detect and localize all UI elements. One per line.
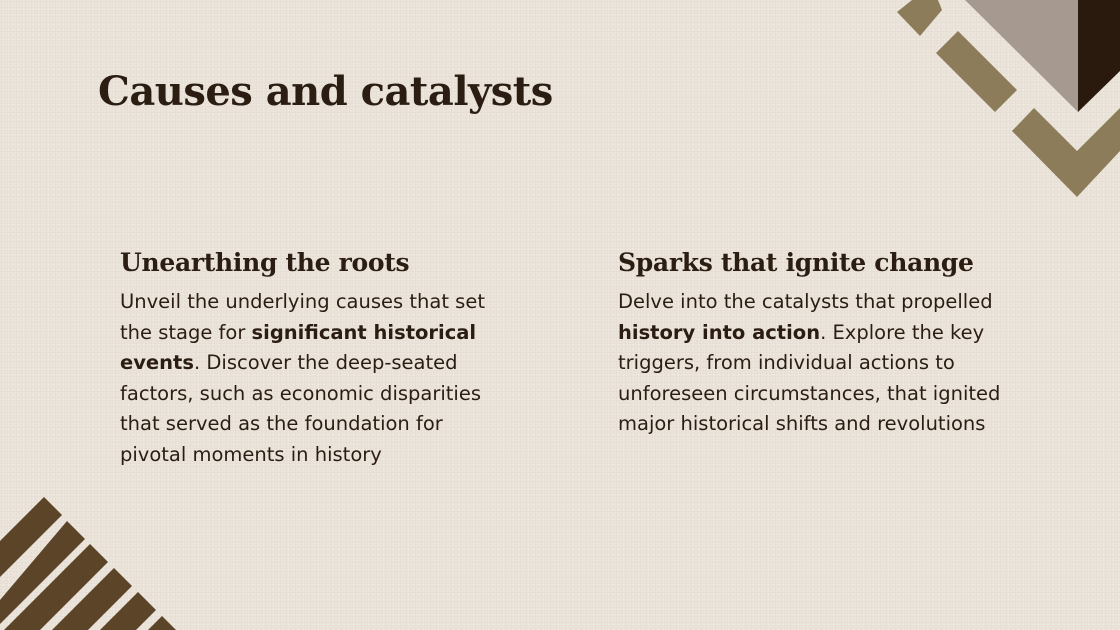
corner-decoration-bottom-left: [0, 495, 190, 630]
column-unearthing-roots: [120, 248, 510, 470]
column-body: [618, 287, 1008, 440]
olive-bar: [936, 31, 1017, 112]
corner-decoration-top-right: [890, 0, 1120, 200]
column-sparks-change: [618, 248, 1008, 440]
body-emphasis: significant historical events: [120, 320, 477, 374]
column-body: [120, 287, 510, 470]
body-emphasis: history into action: [618, 320, 821, 344]
body-text: Unveil the underlying causes that set the stage for: [120, 290, 485, 344]
column-heading: Unearthing the roots: [120, 248, 410, 277]
olive-chevron: [1012, 108, 1120, 197]
body-text: . Explore the key triggers, from individual actions to unforeseen circumstances, that ignited major historical shifts and revolutions: [618, 320, 1001, 435]
slide-title: Causes and catalysts: [98, 68, 553, 115]
body-text: Delve into the catalysts that propelled: [618, 290, 993, 313]
column-heading: Sparks that ignite change: [618, 248, 974, 277]
body-text: . Discover the deep-seated factors, such as economic disparities that served as the foundation for pivotal moments in history: [120, 351, 481, 466]
dark-triangle: [1078, 0, 1120, 112]
olive-square: [897, 0, 942, 36]
diagonal-stripe: [148, 616, 176, 630]
